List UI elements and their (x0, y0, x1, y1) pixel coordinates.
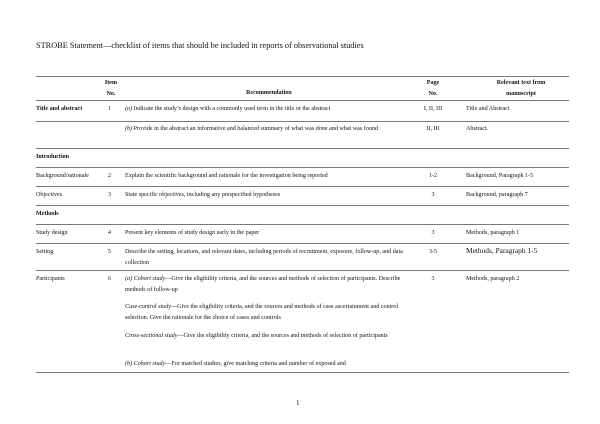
row-label: Objectives (36, 192, 63, 198)
row-rule (36, 205, 569, 206)
recommendation-text: Describe the setting, locations, and relevant dates, including periods of recruitment, exposure, follow-up, and data collection (125, 249, 403, 266)
relevant-text-cell: Methods, paragraph 1 (466, 230, 520, 236)
recommendation-text: State specific objectives, including any prespecified hypotheses (125, 192, 281, 198)
row-label: Setting (36, 249, 54, 255)
recommendation-text: Cross-sectional study—Give the eligibility criteria, and the sources and methods of selection of participants (125, 333, 388, 339)
relevant-text-cell: Background, Paragraph 1-5 (466, 173, 534, 179)
page-number-cell: 1-2 (428, 173, 438, 179)
row-label: Study design (36, 230, 68, 236)
header-rule (36, 100, 569, 101)
relevant-text-cell: Methods, Paragraph 1-5 (466, 246, 538, 255)
page-number: 1 (296, 399, 300, 407)
header-page-no: Page No. (426, 80, 440, 97)
row-rule (36, 270, 569, 271)
row-rule (36, 186, 569, 187)
page-number-cell: 3 (431, 192, 435, 198)
page-number-cell: 3 (431, 230, 435, 236)
relevant-text-cell: Methods, paragraph 2 (466, 276, 520, 282)
header-relevant-text: Relevant text from manuscript (496, 80, 546, 97)
row-rule (36, 121, 569, 122)
relevant-text-cell: Abstract. (466, 126, 489, 132)
relevant-text-cell: Title and Abstract (466, 106, 510, 112)
page-title: STROBE Statement—checklist of items that should be included in reports of observational studies (36, 41, 364, 50)
recommendation-text: Case-control study—Give the eligibility criteria, and the sources and methods of case ascertainment and control selection. Give the rationale for the choice of cases and controls (125, 304, 399, 321)
page-number-cell: I, II, III (423, 106, 443, 112)
recommendation-text: (b) Provide in the abstract an informative and balanced summary of what was done and what was found (125, 126, 378, 132)
relevant-text-cell: Background, paragraph 7 (466, 192, 528, 198)
row-rule (36, 148, 569, 149)
row-label: Participants (36, 276, 65, 282)
row-rule (36, 243, 569, 244)
item-number: 1 (108, 106, 112, 112)
row-rule (36, 224, 569, 225)
table-top-rule (36, 76, 569, 77)
section-title-abstract: Title and abstract (36, 106, 83, 112)
header-recommendation: Recommendation (246, 90, 292, 96)
item-number: 2 (108, 173, 112, 179)
table-bottom-rule (36, 372, 569, 373)
recommendation-text: (a) Cohort study—Give the eligibility criteria, and the sources and methods of selection of participants. Describe methods of follow-up (125, 276, 401, 293)
header-item-no: Item No. (104, 80, 118, 97)
page-number-cell: 3-5 (428, 249, 438, 255)
page-number-cell: 3 (431, 276, 435, 282)
item-number: 3 (108, 192, 112, 198)
recommendation-text: Explain the scientific background and rationale for the investigation being reported (125, 173, 328, 179)
recommendation-text: (a) Indicate the study’s design with a commonly used term in the title or the abstract (125, 106, 331, 112)
page-number-cell: II, III (426, 126, 440, 132)
section-methods: Methods (36, 211, 59, 217)
recommendation-text: Present key elements of study design early in the paper (125, 230, 260, 236)
item-number: 4 (108, 230, 112, 236)
row-rule (36, 167, 569, 168)
item-number: 6 (108, 276, 112, 282)
item-number: 5 (108, 249, 112, 255)
recommendation-text: (b) Cohort study—For matched studies, give matching criteria and number of exposed and (125, 361, 346, 367)
row-label: Background/rationale (36, 173, 89, 179)
section-introduction: Introduction (36, 154, 70, 160)
